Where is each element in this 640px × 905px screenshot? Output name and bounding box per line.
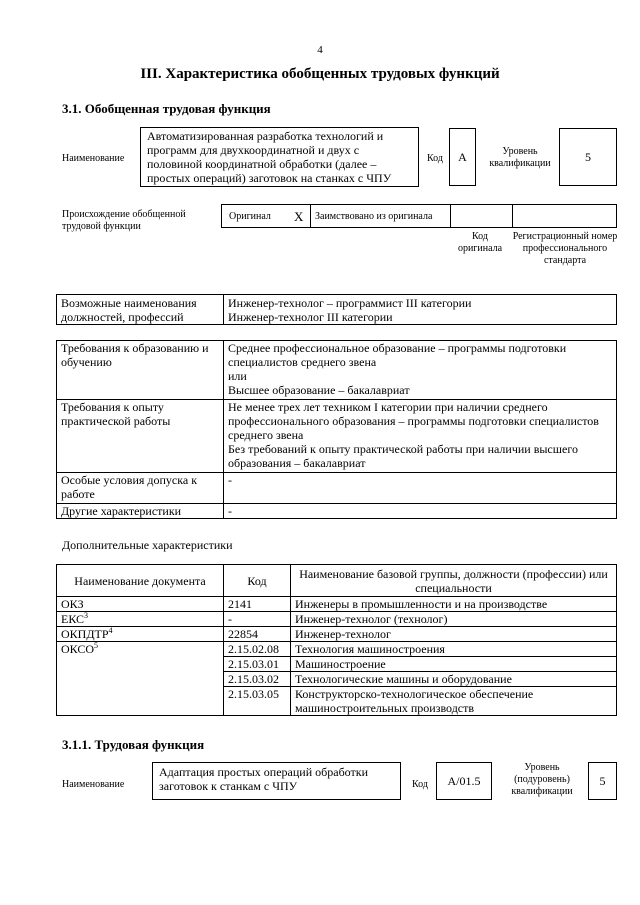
code-cell: 2141 xyxy=(224,597,291,612)
origin-label: Происхождение обобщенной трудовой функции xyxy=(62,209,186,232)
code-cell: 2.15.03.02 xyxy=(224,672,291,687)
table-row xyxy=(57,400,617,473)
code-cell: - xyxy=(224,612,291,627)
col-header: Код xyxy=(224,565,291,597)
name-cell: Технологические машины и оборудование xyxy=(291,672,617,687)
table-row xyxy=(57,473,617,504)
tf-level-value: 5 xyxy=(588,762,617,800)
col-header: Наименование базовой группы, должности (профессии) или специальности xyxy=(291,565,617,597)
req-label: Особые условия допуска к работе xyxy=(57,473,224,504)
code-cell: 2.15.03.01 xyxy=(224,657,291,672)
tf-name-value: Адаптация простых операций обработки заготовок к станкам с ЧПУ xyxy=(152,762,401,800)
additional-title: Дополнительные характеристики xyxy=(62,538,233,552)
requirements-table xyxy=(56,340,617,519)
position-value: Инженер-технолог – программист III категории xyxy=(228,296,472,310)
origin-borrowed-label: Заимствовано из оригинала xyxy=(315,211,433,222)
origin-code-caption: Код оригинала xyxy=(457,231,503,254)
req-line: Среднее профессиональное образование – программы подготовки специалистов среднего звена xyxy=(228,341,567,369)
positions-label: Возможные наименования должностей, профессий xyxy=(61,296,197,324)
req-value xyxy=(224,400,617,473)
table-row xyxy=(57,642,617,657)
otf-code-label: Код xyxy=(427,153,443,164)
req-value xyxy=(224,341,617,400)
req-value: - xyxy=(224,504,617,519)
table-row xyxy=(57,504,617,519)
table-row xyxy=(57,627,617,642)
otf-name-label: Наименование xyxy=(62,153,125,164)
req-value: - xyxy=(224,473,617,504)
subsection-title: 3.1. Обобщенная трудовая функция xyxy=(62,101,271,116)
origin-original-label: Оригинал xyxy=(229,211,271,222)
req-label: Другие характеристики xyxy=(57,504,224,519)
name-cell: Технология машиностроения xyxy=(291,642,617,657)
name-cell: Инженеры в промышленности и на производстве xyxy=(291,597,617,612)
req-line: Без требований к опыту практической работы при наличии высшего образования – бакалавриат xyxy=(228,442,578,470)
code-cell: 22854 xyxy=(224,627,291,642)
page-number: 4 xyxy=(317,44,323,56)
otf-level-value: 5 xyxy=(559,128,617,186)
subsection-title-311: 3.1.1. Трудовая функция xyxy=(62,737,205,752)
tf-code-label: Код xyxy=(412,779,428,790)
table-row xyxy=(57,341,617,400)
otf-name-value: Автоматизированная разработка технологий и программ для двухкоординатной и двух с половиной координатной обработки (далее – простых операций) заготовок на станках с ЧПУ xyxy=(140,127,419,187)
req-label: Требования к опыту практической работы xyxy=(57,400,224,473)
position-value: Инженер-технолог III категории xyxy=(228,310,393,324)
table-row xyxy=(57,565,617,597)
origin-original-mark: X xyxy=(294,209,304,224)
req-line: Не менее трех лет техником I категории при наличии среднего профессионального образования – программы подготовки специалистов среднего звена xyxy=(228,400,599,442)
doc-cell: ОКСО$^5$ xyxy=(57,642,224,716)
origin-table xyxy=(221,204,617,228)
tf-code-value: A/01.5 xyxy=(436,762,492,800)
origin-reg-caption: Регистрационный номер профессионального стандарта xyxy=(512,231,618,266)
additional-table xyxy=(56,564,617,716)
table-row xyxy=(57,612,617,627)
req-line: или xyxy=(228,369,247,383)
table-row xyxy=(57,597,617,612)
code-cell: 2.15.02.08 xyxy=(224,642,291,657)
name-cell: Инженер-технолог xyxy=(291,627,617,642)
otf-code-value: А xyxy=(449,128,476,186)
req-label: Требования к образованию и обучению xyxy=(57,341,224,400)
tf-level-label: Уровень (подуровень) квалификации xyxy=(511,762,573,797)
tf-name-label: Наименование xyxy=(62,779,125,790)
req-line: Высшее образование – бакалавриат xyxy=(228,383,410,397)
section-title: III. Характеристика обобщенных трудовых функций xyxy=(140,66,500,82)
name-cell: Машиностроение xyxy=(291,657,617,672)
doc-cell: ЕКС$^3$ xyxy=(57,612,224,627)
col-header: Наименование документа xyxy=(57,565,224,597)
doc-cell: ОКПДТР$^4$ xyxy=(57,627,224,642)
name-cell: Инженер-технолог (технолог) xyxy=(291,612,617,627)
doc-cell: ОКЗ xyxy=(57,597,224,612)
positions-table xyxy=(56,294,617,325)
code-cell: 2.15.03.05 xyxy=(224,687,291,716)
otf-level-label: Уровень квалификации xyxy=(489,146,551,169)
name-cell: Конструкторско-технологическое обеспечение машиностроительных производств xyxy=(291,687,617,716)
